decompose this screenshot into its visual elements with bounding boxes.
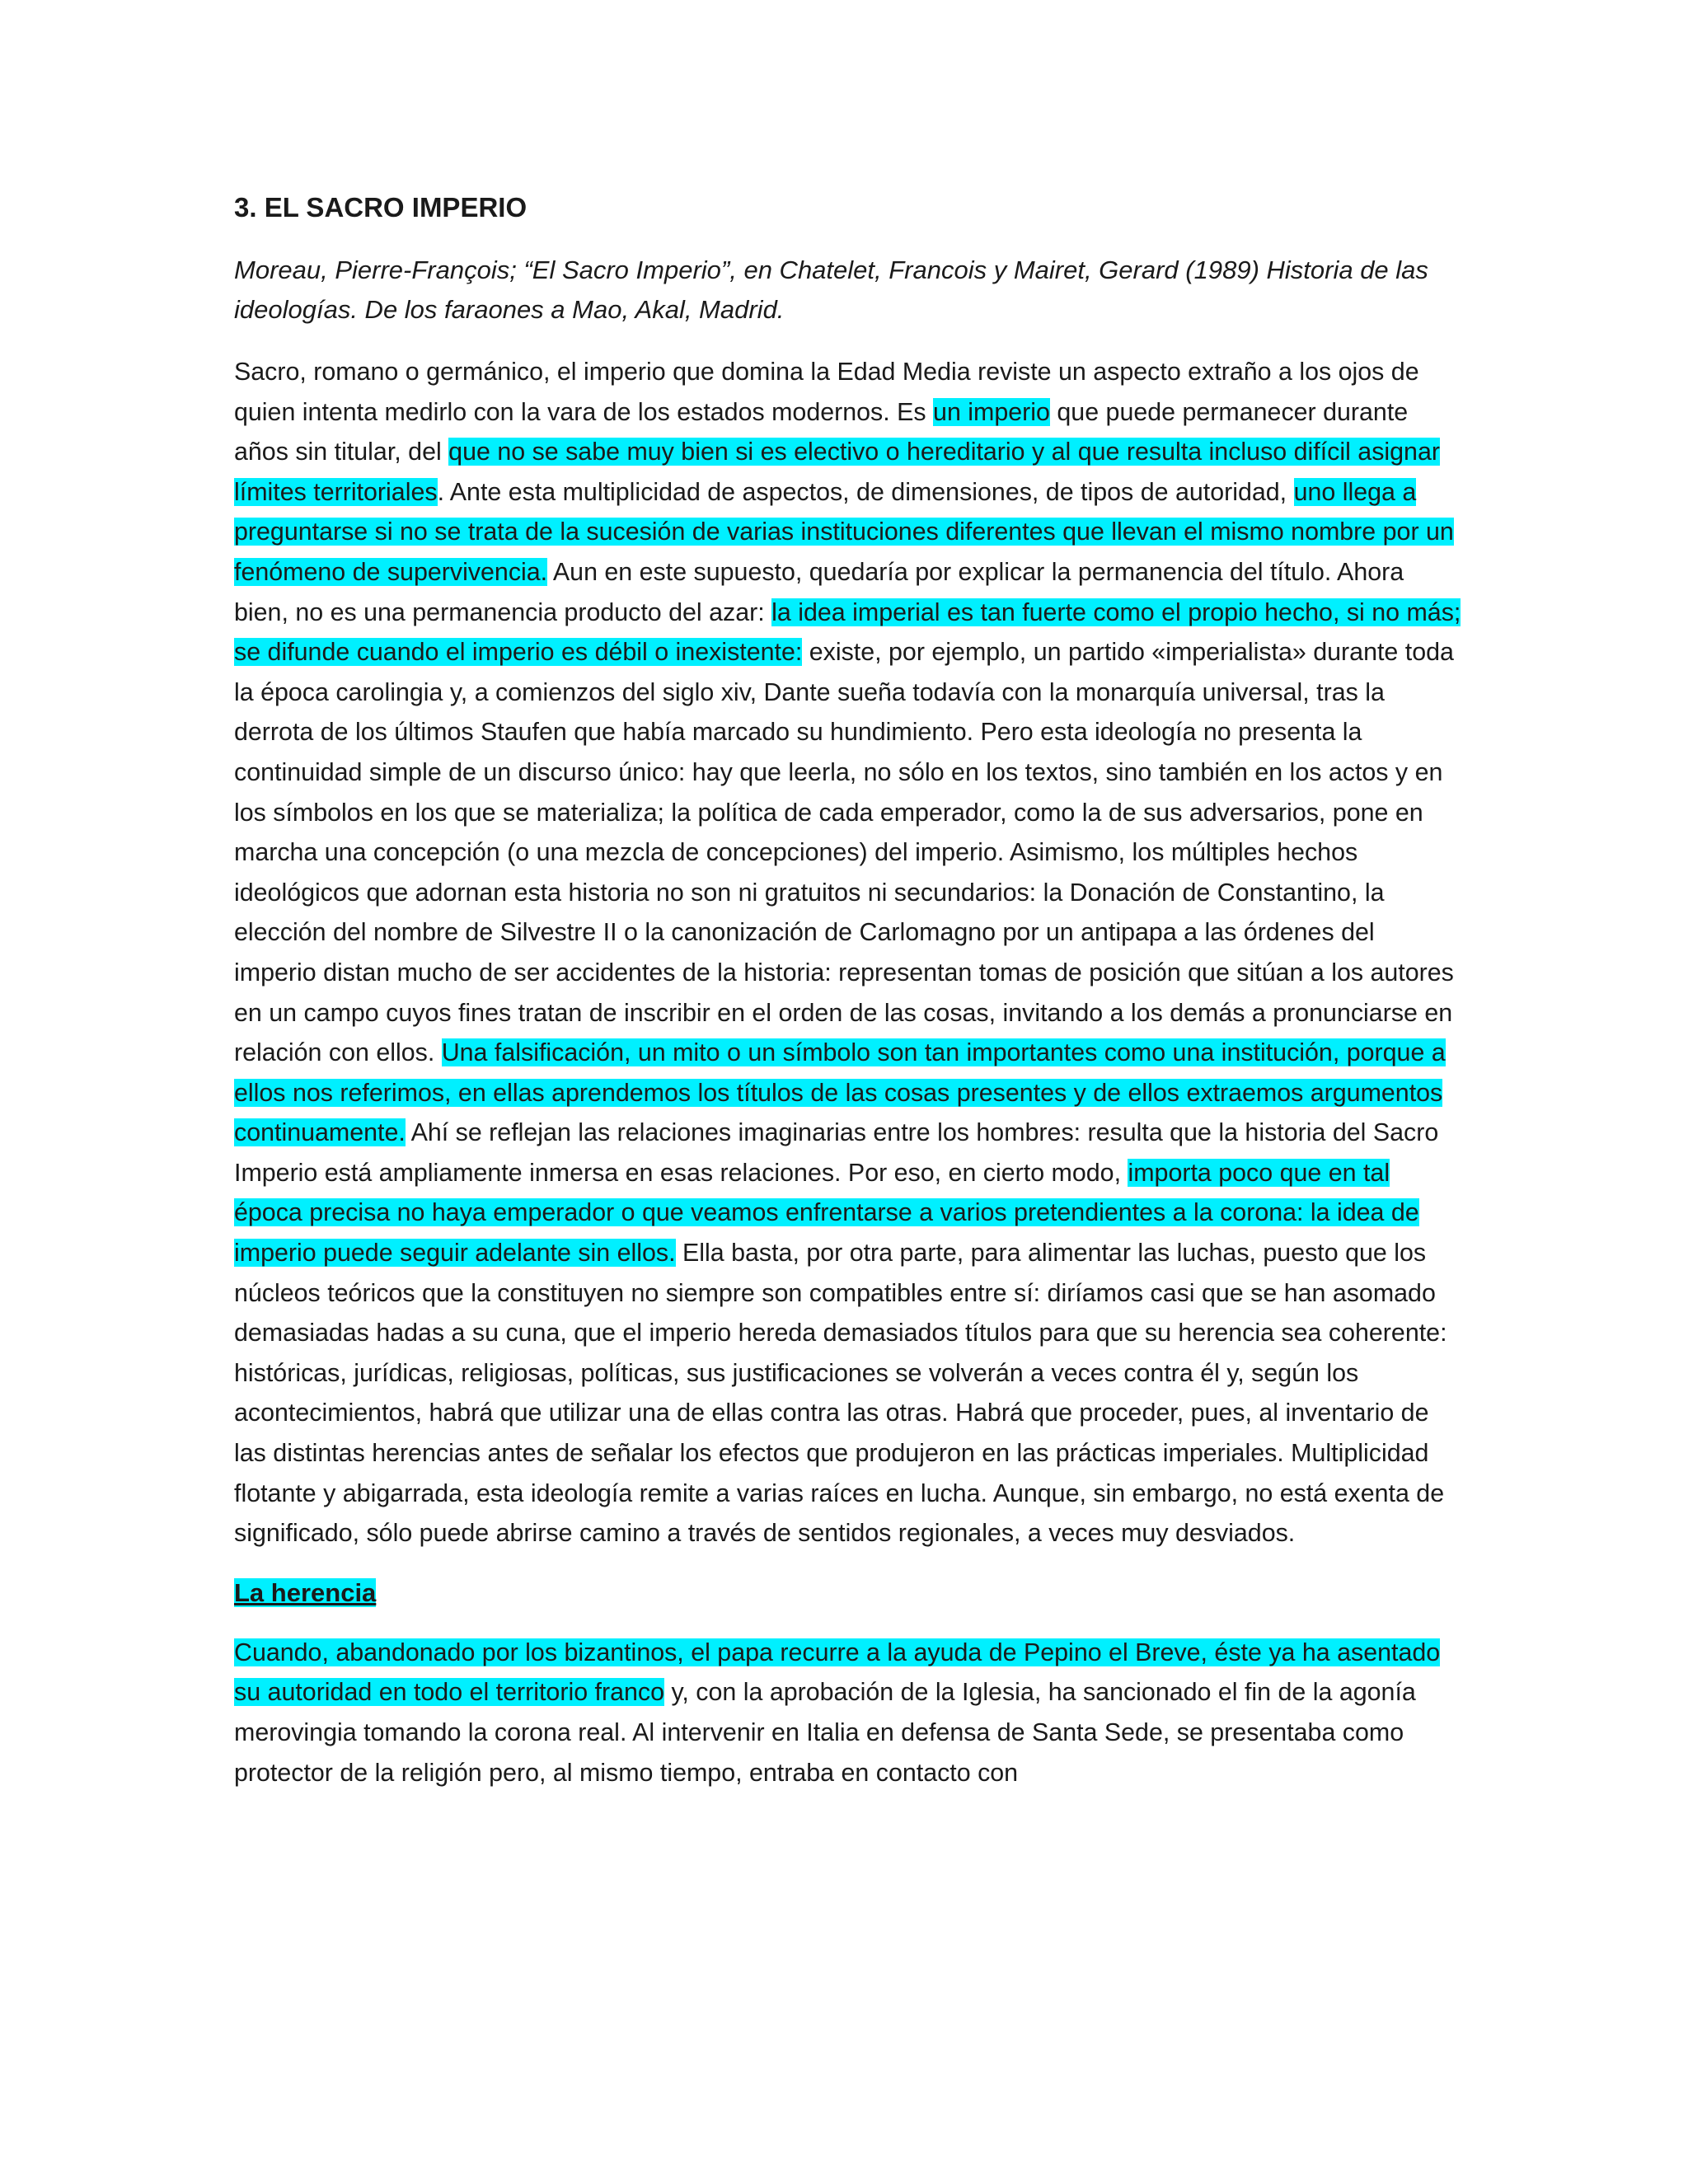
text-run: Aun en este supuesto, quedaría por explicar la permanencia del título. Ahora bien, no es una permanencia producto del azar: — [234, 557, 1404, 626]
highlighted-text: un imperio — [933, 397, 1050, 426]
highlighted-text: Cuando, abandonado por los bizantinos, el papa recurre a la ayuda de Pepino el Breve, éste ya ha asentado su autoridad en todo el territorio franco — [234, 1638, 1441, 1707]
text-run: existe, por ejemplo, un partido «imperialista» durante toda la época carolingia y, a comienzos del siglo xiv, Dante sueña todavía con la monarquía universal, tras la derrota de los últimos Staufen que había marcado su hundimiento. Pero esta ideología no presenta la continuidad simple de un discurso único: hay que leerla, no sólo en los textos, sino también en los actos y en los símbolos en los que se materializa; la política de cada emperador, como la de sus adversarios, pone en marcha una concepción (o una mezcla de concepciones) del imperio. Asimismo, los múltiples hechos ideológicos que adornan esta historia no son ni gratuitos ni secundarios: la Donación de Constantino, la elección del nombre de Silvestre II o la canonización de Carlomagno por un antipapa a las órdenes del imperio distan mucho de ser accidentes de la historia: representan tomas de posición que sitúan a los autores en un campo cuyos fines tratan de inscribir en el orden de las cosas, invitando a los demás a pronunciarse en relación con ellos. — [234, 638, 1454, 1067]
text-run: Sacro, romano o germánico, el imperio que domina la Edad Media reviste un aspecto extraño a los ojos de quien intenta medirlo con la vara de los estados modernos. Es — [234, 358, 1419, 426]
section-heading: 3. EL SACRO IMPERIO — [234, 192, 528, 223]
highlighted-text: Una falsificación, un mito o un símbolo son tan importantes como una institución, porque a ellos nos referimos, en ellas aprendemos los títulos de las cosas presentes y de ellos extraemos argumentos continuamente. — [234, 1038, 1446, 1147]
subheading-text: La herencia — [234, 1577, 377, 1607]
highlighted-text: la idea imperial es tan fuerte como el propio hecho, si no más; se difunde cuando el imperio es débil o inexistente: — [234, 598, 1461, 667]
subheading — [234, 1573, 1462, 1613]
body-paragraph-2 — [234, 1633, 1462, 1793]
text-run: Ella basta, por otra parte, para alimentar las luchas, puesto que los núcleos teóricos que la constituyen no siempre son compatibles entre sí: diríamos casi que se han asomado demasiadas hadas a su cuna, que el imperio hereda demasiados títulos para que su herencia sea coherente: históricas, jurídicas, religiosas, políticas, sus justificaciones se volverán a veces contra él y, según los acontecimientos, habrá que utilizar una de ellas contra las otras. Habrá que proceder, pues, al inventario de las distintas herencias antes de señalar los efectos que produjeron en las prácticas imperiales. Multiplicidad flotante y abigarrada, esta ideología remite a varias raíces en lucha. Aunque, sin embargo, no está exenta de significado, sólo puede abrirse camino a través de sentidos regionales, a veces muy desviados. — [234, 1239, 1447, 1548]
text-run: y, con la aprobación de la Iglesia, ha sancionado el fin de la agonía merovingia tomando la corona real. Al intervenir en Italia en defensa de Santa Sede, se presentaba como protector de la religión pero, al mismo tiempo, entraba en contacto con — [234, 1678, 1416, 1787]
highlighted-text: que no se sabe muy bien si es electivo o hereditario y al que resulta incluso difícil asignar límites territoriales — [234, 438, 1440, 506]
highlighted-text: importa poco que en tal época precisa no haya emperador o que veamos enfrentarse a varios pretendientes a la corona: la idea de imperio puede seguir adelante sin ellos. — [234, 1158, 1419, 1268]
body-paragraph-1 — [234, 352, 1462, 1554]
highlighted-text: uno llega a preguntarse si no se trata de la sucesión de varias instituciones diferentes que llevan el mismo nombre por un fenómeno de supervivencia. — [234, 477, 1454, 586]
text-run: . Ante esta multiplicidad de aspectos, de dimensiones, de tipos de autoridad, — [437, 477, 1294, 506]
document-page — [234, 190, 1462, 1793]
text-run: Ahí se reflejan las relaciones imaginarias entre los hombres: resulta que la historia del Sacro Imperio está ampliamente inmersa en esas relaciones. Por eso, en cierto modo, — [234, 1118, 1439, 1187]
bibliographic-citation: Moreau, Pierre-François; “El Sacro Imperio”, en Chatelet, Francois y Mairet, Gerard (1989) Historia de las ideologías. De los faraones a Mao, Akal, Madrid. — [234, 255, 1428, 324]
text-run: que puede permanecer durante años sin titular, del — [234, 397, 1409, 466]
